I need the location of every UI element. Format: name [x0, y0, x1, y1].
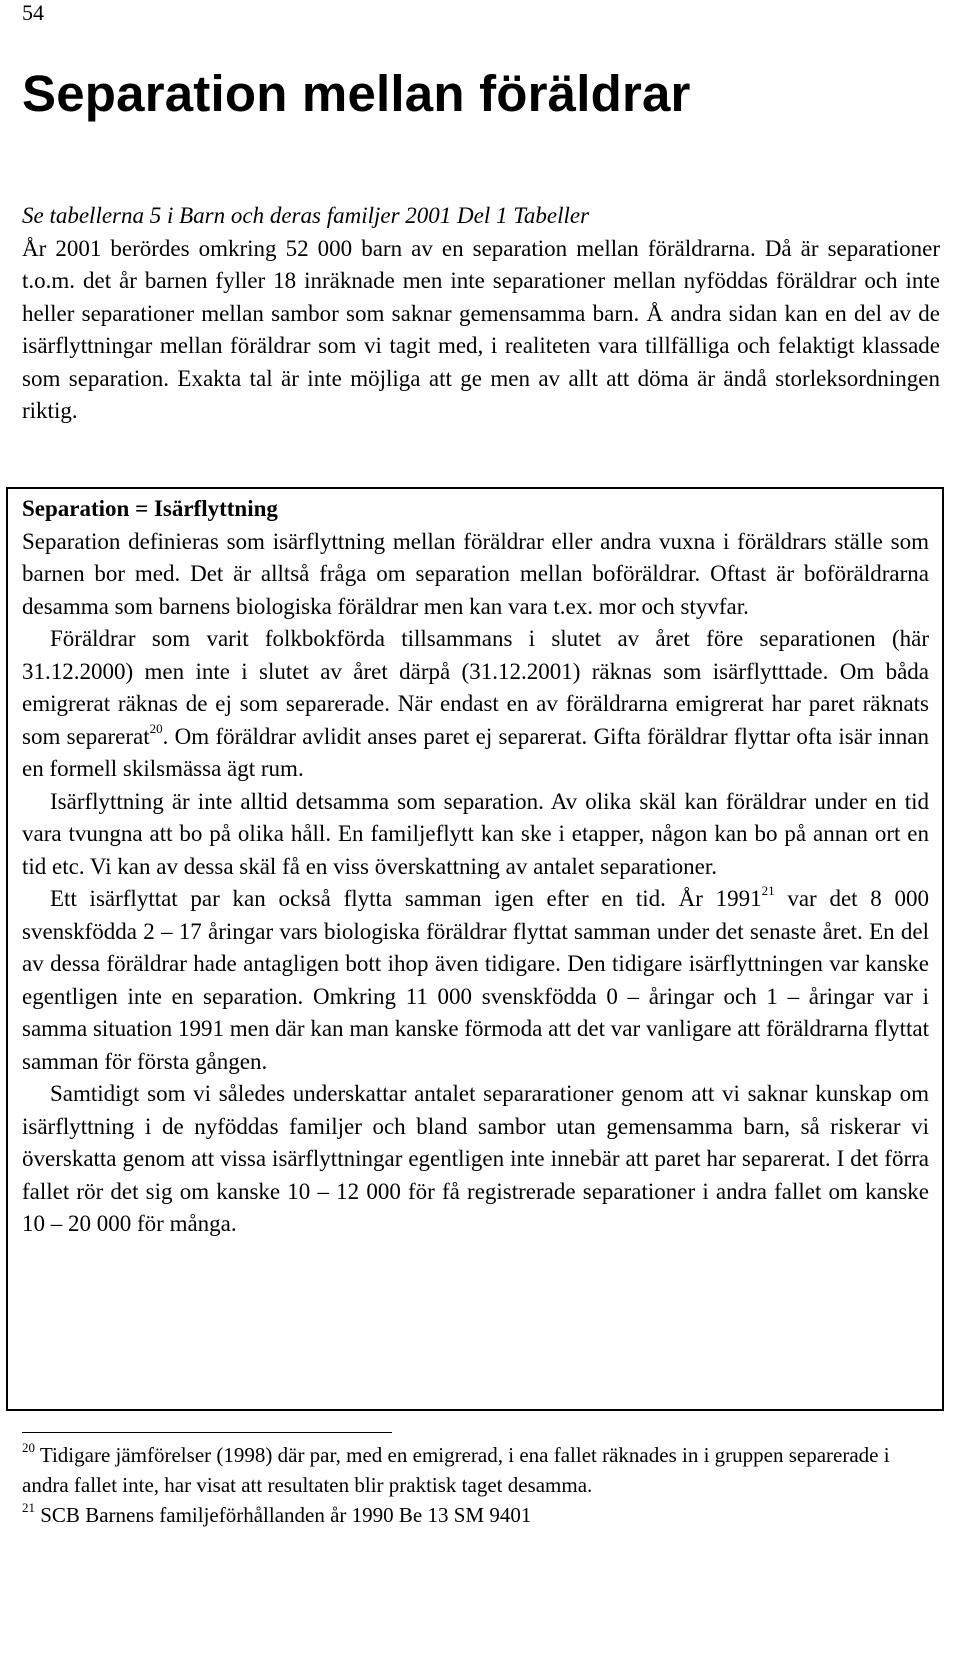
- reunion-paragraph: [22, 883, 929, 1078]
- definition-box: [6, 487, 944, 1411]
- footnote-20: [22, 1440, 940, 1500]
- footnote-ref-21[interactable]: 21: [761, 883, 775, 898]
- footnote-text: Tidigare jämförelser (1998) där par, med en emigrerad, i ena fallet räknades in i gruppen separerade i andra fallet inte, har visat att resultaten blir praktisk taget desamma.: [22, 1443, 890, 1497]
- intro-paragraph: År 2001 berördes omkring 52 000 barn av en separation mellan föräldrarna. Då är separationer t.o.m. det år barnen fyller 18 inräknade men inte separationer mellan nyföddas föräldrar och inte heller separationer mellan sambor som saknar gemensamma barn. Å andra sidan kan en del av de isärflyttningar mellan föräldrar som vi tagit med, i realiteten vara tillfälliga och felaktigt klassade som separation. Exakta tal är inte möjliga att ge men av allt att döma är ändå storleksordningen riktig.: [22, 235, 940, 423]
- footnotes: [22, 1440, 940, 1530]
- registration-text-a: Föräldrar som varit folkbokförda tillsammans i slutet av året före separationen (här 31.12.2000) men inte i slutet av året därpå (31.12.2001) räknas som isärflytttade. Om båda emigrerat räknas de ej som separerade. När endast en av föräldrarna emigrerat har paret räknats som separerat: [22, 626, 929, 749]
- reunion-text-b: var det 8 000 svenskfödda 2 – 17 åringar vars biologiska föräldrar flyttat samman under det senaste året. En del av dessa föräldrar hade antagligen bott ihop även tidigare. Den tidigare isärflyttningen var kanske egentligen inte en separation. Omkring 11 000 svenskfödda 0 – åringar och 1 – åringar var i samma situation 1991 men där kan man kanske förmoda att det var vanligare att föräldrarna flyttat samman för första gången.: [22, 886, 930, 1074]
- page-title: Separation mellan föräldrar: [22, 65, 691, 122]
- footnote-21: [22, 1500, 940, 1530]
- reunion-text-a: Ett isärflyttat par kan också flytta samman igen efter en tid. År 1991: [50, 886, 762, 911]
- separation-difference-paragraph: Isärflyttning är inte alltid detsamma som separation. Av olika skäl kan föräldrar under en tid vara tvungna att bo på olika håll. En familjeflytt kan ske i etapper, någon kan bo på annan ort en tid etc. Vi kan av dessa skäl få en viss överskattning av antalet separationer.: [22, 788, 929, 879]
- intro-section: [22, 200, 940, 428]
- footnote-number: 21: [22, 1500, 35, 1515]
- registration-paragraph: [22, 623, 929, 786]
- footnote-divider: [22, 1432, 392, 1433]
- registration-text-b: . Om föräldrar avlidit anses paret ej separerat. Gifta föräldrar flyttar ofta isär innan en formell skilsmässa ägt rum.: [22, 723, 929, 781]
- footnote-ref-20[interactable]: 20: [149, 720, 163, 736]
- definition-heading: Separation = Isärflyttning: [22, 496, 278, 521]
- footnote-text: SCB Barnens familjeförhållanden år 1990 Be 13 SM 9401: [35, 1503, 532, 1527]
- definition-box-content: [22, 489, 929, 1241]
- table-reference: Se tabellerna 5 i Barn och deras familjer 2001 Del 1 Tabeller: [22, 203, 590, 228]
- definition-paragraph: Separation definieras som isärflyttning mellan föräldrar eller andra vuxna i föräldrars ställe som barnen bor med. Det är alltså fråga om separation mellan boföräldrar. Oftast är boföräldrarna desamma som barnens biologiska föräldrar men kan vara t.ex. mor och styvfar.: [22, 528, 929, 619]
- page-number: 54: [22, 0, 44, 25]
- footnote-number: 20: [22, 1440, 35, 1455]
- estimate-paragraph: Samtidigt som vi således underskattar antalet separarationer genom att vi saknar kunskap om isärflyttning i de nyföddas familjer och bland sambor utan gemensamma barn, så riskerar vi överskatta genom att vissa isärflyttningar egentligen inte innebär att paret har separerat. I det förra fallet rör det sig om kanske 10 – 12 000 för få registrerade separationer i andra fallet om kanske 10 – 20 000 för många.: [22, 1081, 929, 1236]
